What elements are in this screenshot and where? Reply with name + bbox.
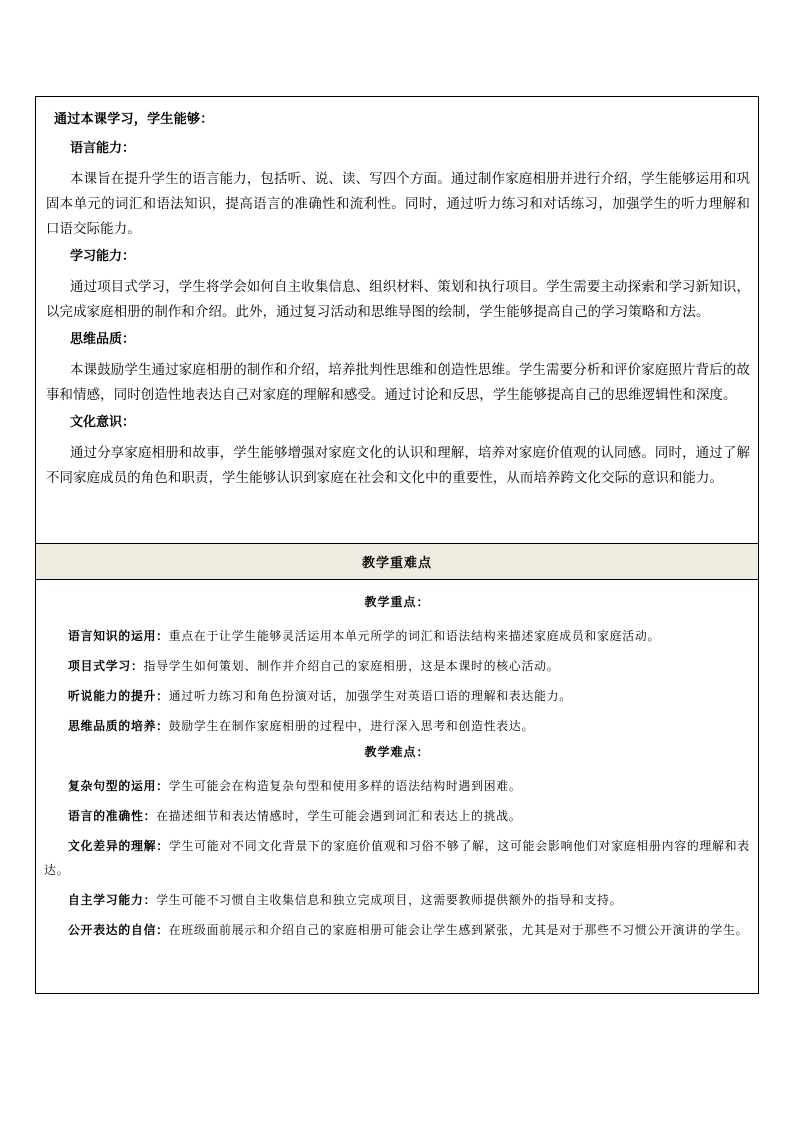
focus-item-text: 指导学生如何策划、制作并介绍自己的家庭相册，这是本课时的核心活动。	[143, 659, 560, 673]
difficulty-item-term: 语言的准确性：	[68, 809, 157, 823]
difficulty-item	[44, 834, 750, 882]
focus-item	[44, 684, 750, 708]
difficulty-item	[44, 918, 750, 942]
difficulty-item-term: 复杂句型的运用：	[68, 779, 169, 793]
teaching-focus-title: 教学重点：	[364, 595, 430, 609]
difficulty-item	[44, 774, 750, 798]
focus-item-term: 项目式学习：	[68, 659, 144, 673]
cultural-awareness-heading: 文化意识：	[70, 415, 136, 430]
focus-item	[44, 624, 750, 648]
learning-ability-heading: 学习能力：	[70, 249, 136, 264]
language-ability-heading: 语言能力：	[70, 141, 136, 156]
focus-item-term: 听说能力的提升：	[68, 689, 169, 703]
difficulty-item-text: 在描述细节和表达情感时，学生可能会遇到词汇和表达上的挑战。	[156, 809, 522, 823]
objectives-cell	[36, 97, 758, 544]
language-ability-text: 本课旨在提升学生的语言能力，包括听、说、读、写四个方面。通过制作家庭相册并进行介绍，学生能够运用和巩固本单元的词汇和语法知识，提高语言的准确性和流利性。同时，通过听力练习和对话练习，加强学生的听力理解和口语交际能力。	[46, 172, 750, 237]
teaching-difficulty-title: 教学难点：	[364, 745, 430, 759]
focus-item-text: 重点在于让学生能够灵活运用本单元所学的词汇和语法结构来描述家庭成员和家庭活动。	[168, 629, 661, 643]
learning-ability-text: 通过项目式学习，学生将学会如何自主收集信息、组织材料、策划和执行项目。学生需要主动探索和学习新知识，以完成家庭相册的制作和介绍。此外，通过复习活动和思维导图的绘制，学生能够提高自己的学习策略和方法。	[46, 280, 750, 320]
focus-item-text: 鼓励学生在制作家庭相册的过程中，进行深入思考和创造性表达。	[168, 719, 535, 733]
difficulty-item-text: 在班级面前展示和介绍自己的家庭相册可能会让学生感到紧张，尤其是对于那些不习惯公开演讲的学生。	[168, 923, 749, 937]
cultural-awareness-text: 通过分享家庭相册和故事，学生能够增强对家庭文化的认识和理解，培养对家庭价值观的认同感。同时，通过了解不同家庭成员的角色和职责，学生能够认识到家庭在社会和文化中的重要性，从而培养跨文化交际的意识和能力。	[46, 446, 750, 486]
difficulty-item-term: 自主学习能力：	[68, 893, 157, 907]
key-points-cell	[36, 580, 758, 993]
focus-item	[44, 654, 750, 678]
focus-item-term: 语言知识的运用：	[68, 629, 169, 643]
difficulty-item-text: 学生可能对不同文化背景下的家庭价值观和习俗不够了解，这可能会影响他们对家庭相册内容的理解和表达。	[44, 839, 750, 877]
difficulty-item-term: 文化差异的理解：	[68, 839, 170, 853]
key-difficult-points-header: 教学重难点	[36, 544, 758, 580]
difficulty-item-text: 学生可能不习惯自主收集信息和独立完成项目，这需要教师提供额外的指导和支持。	[156, 893, 623, 907]
lesson-plan-table	[35, 96, 759, 994]
objectives-intro: 通过本课学习，学生能够：	[54, 112, 214, 127]
difficulty-item-text: 学生可能会在构造复杂句型和使用多样的语法结构时遇到困难。	[168, 779, 522, 793]
focus-item-text: 通过听力练习和角色扮演对话，加强学生对英语口语的理解和表达能力。	[168, 689, 572, 703]
difficulty-item-term: 公开表达的自信：	[68, 923, 169, 937]
thinking-quality-text: 本课鼓励学生通过家庭相册的制作和介绍，培养批判性思维和创造性思维。学生需要分析和评价家庭照片背后的故事和情感，同时创造性地表达自己对家庭的理解和感受。通过讨论和反思，学生能够提高自己的思维逻辑性和深度。	[46, 363, 750, 403]
thinking-quality-heading: 思维品质：	[70, 332, 136, 347]
focus-item	[44, 714, 750, 738]
difficulty-item	[44, 888, 750, 912]
difficulty-item	[44, 804, 750, 828]
focus-item-term: 思维品质的培养：	[68, 719, 169, 733]
